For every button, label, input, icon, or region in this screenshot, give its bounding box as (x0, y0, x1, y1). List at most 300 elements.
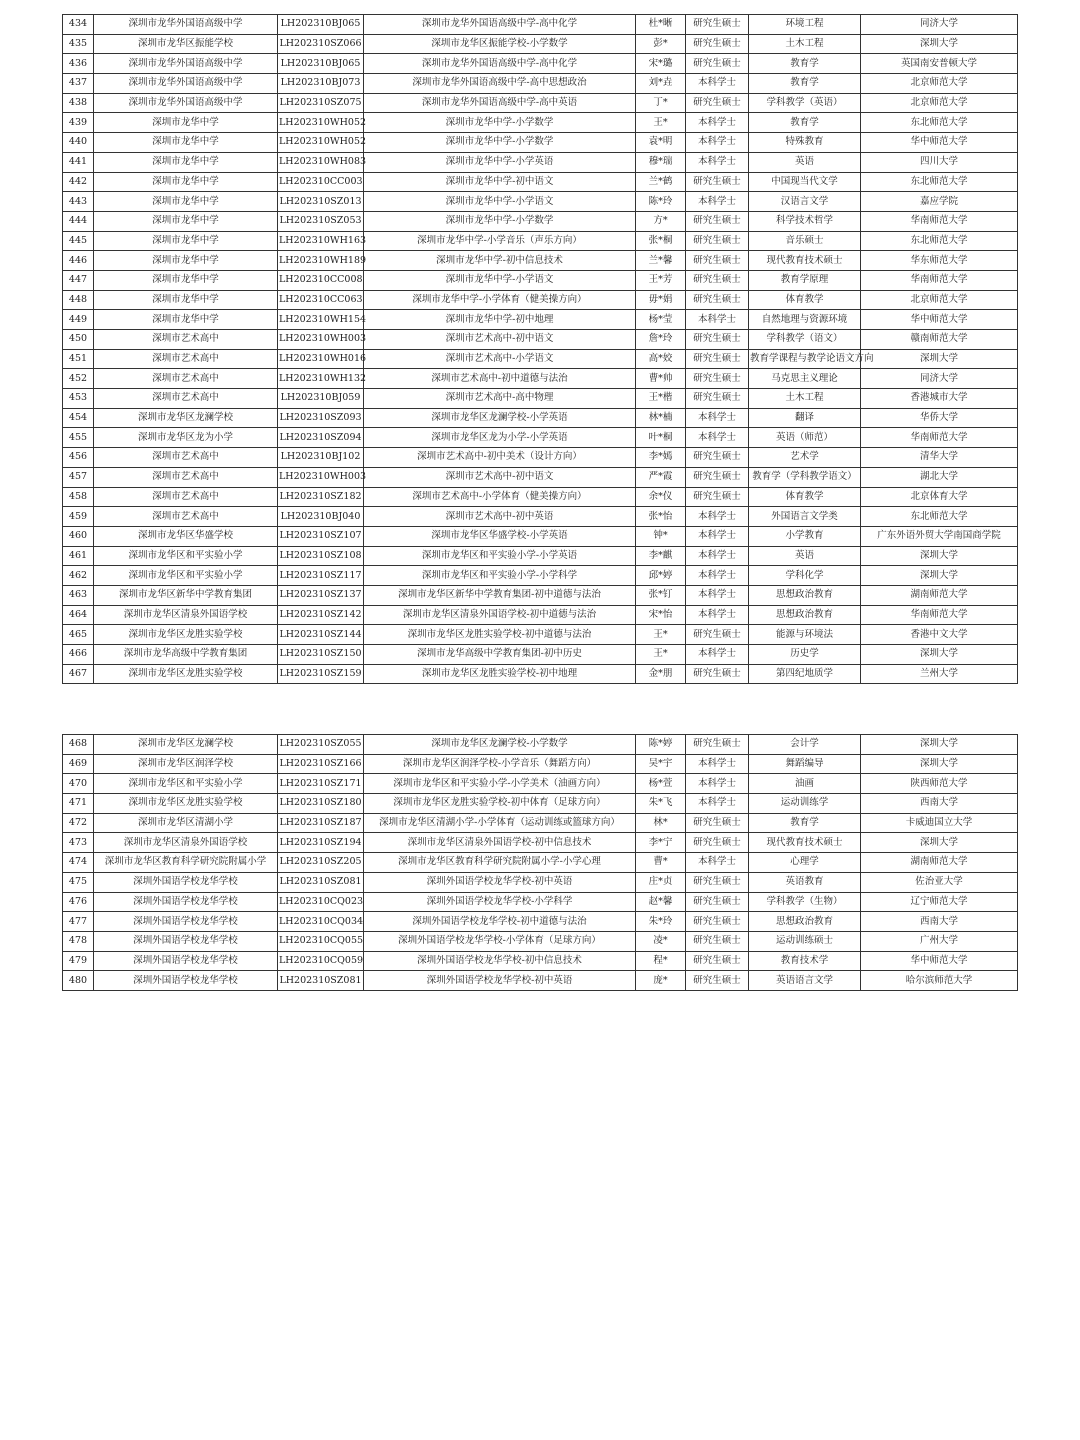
cell-degree: 研究生硕士 (686, 664, 749, 684)
cell-post-code: LH202310WH163 (278, 231, 364, 251)
cell-degree: 研究生硕士 (686, 467, 749, 487)
cell-candidate-name: 吴*宇 (636, 754, 686, 774)
cell-university: 陕西师范大学 (861, 774, 1018, 794)
cell-number: 458 (63, 487, 94, 507)
cell-university: 深圳大学 (861, 34, 1018, 54)
cell-post-name: 深圳市艺术高中-高中物理 (364, 389, 636, 409)
cell-candidate-name: 金*朋 (636, 664, 686, 684)
cell-candidate-name: 杜*晰 (636, 15, 686, 35)
table-row (63, 152, 1018, 172)
table-row (63, 270, 1018, 290)
cell-post-code: LH202310SZ142 (278, 605, 364, 625)
table-row (63, 605, 1018, 625)
cell-university: 华中师范大学 (861, 951, 1018, 971)
cell-post-code: LH202310CQ055 (278, 931, 364, 951)
cell-candidate-name: 叶*桐 (636, 428, 686, 448)
table-row (63, 664, 1018, 684)
cell-degree: 研究生硕士 (686, 15, 749, 35)
cell-post-code: LH202310BJ040 (278, 507, 364, 527)
table-row (63, 507, 1018, 527)
table-row (63, 794, 1018, 814)
cell-post-code: LH202310BJ065 (278, 54, 364, 74)
cell-post-code: LH202310CQ034 (278, 912, 364, 932)
cell-post-name: 深圳市艺术高中-初中语文 (364, 330, 636, 350)
cell-post-name: 深圳外国语学校龙华学校-初中道德与法治 (364, 912, 636, 932)
cell-post-code: LH202310CC003 (278, 172, 364, 192)
cell-post-name: 深圳市龙华区和平实验小学-小学美术（油画方向） (364, 774, 636, 794)
cell-post-name: 深圳市龙华区龙澜学校-小学英语 (364, 408, 636, 428)
table-row (63, 754, 1018, 774)
cell-major: 自然地理与资源环境 (749, 310, 861, 330)
table-row (63, 813, 1018, 833)
cell-number: 454 (63, 408, 94, 428)
cell-degree: 研究生硕士 (686, 54, 749, 74)
cell-major: 教育学 (749, 54, 861, 74)
cell-degree: 研究生硕士 (686, 872, 749, 892)
cell-post-code: LH202310SZ075 (278, 93, 364, 113)
cell-school: 深圳市龙华高级中学教育集团 (94, 645, 278, 665)
table-row (63, 585, 1018, 605)
cell-post-code: LH202310SZ107 (278, 526, 364, 546)
cell-post-code: LH202310SZ171 (278, 774, 364, 794)
cell-major: 音乐硕士 (749, 231, 861, 251)
cell-post-code: LH202310CQ023 (278, 892, 364, 912)
cell-school: 深圳市龙华中学 (94, 192, 278, 212)
table-row (63, 526, 1018, 546)
cell-post-name: 深圳外国语学校龙华学校-初中英语 (364, 872, 636, 892)
cell-major: 第四纪地质学 (749, 664, 861, 684)
cell-major: 环境工程 (749, 15, 861, 35)
cell-post-code: LH202310SZ108 (278, 546, 364, 566)
cell-university: 华中师范大学 (861, 133, 1018, 153)
cell-candidate-name: 彭* (636, 34, 686, 54)
cell-number: 434 (63, 15, 94, 35)
table-row (63, 735, 1018, 755)
table-row (63, 892, 1018, 912)
cell-post-code: LH202310WH052 (278, 113, 364, 133)
cell-post-name: 深圳市龙华外国语高级中学-高中英语 (364, 93, 636, 113)
roster-table-2 (62, 734, 1018, 991)
cell-university: 深圳大学 (861, 566, 1018, 586)
cell-school: 深圳市龙华中学 (94, 152, 278, 172)
cell-post-code: LH202310WH016 (278, 349, 364, 369)
table-row (63, 349, 1018, 369)
cell-candidate-name: 赵*馨 (636, 892, 686, 912)
cell-post-code: LH202310WH189 (278, 251, 364, 271)
cell-school: 深圳市龙华区和平实验小学 (94, 546, 278, 566)
cell-major: 外国语言文学类 (749, 507, 861, 527)
cell-major: 教育学 (749, 74, 861, 94)
cell-major: 教育学 (749, 113, 861, 133)
cell-university: 清华大学 (861, 448, 1018, 468)
cell-number: 476 (63, 892, 94, 912)
cell-school: 深圳市龙华区振能学校 (94, 34, 278, 54)
cell-degree: 研究生硕士 (686, 369, 749, 389)
cell-number: 455 (63, 428, 94, 448)
cell-school: 深圳市龙华区润泽学校 (94, 754, 278, 774)
cell-school: 深圳市龙华外国语高级中学 (94, 74, 278, 94)
cell-number: 469 (63, 754, 94, 774)
cell-post-code: LH202310SZ053 (278, 211, 364, 231)
cell-degree: 研究生硕士 (686, 93, 749, 113)
cell-post-code: LH202310WH003 (278, 467, 364, 487)
cell-university: 广东外语外贸大学南国商学院 (861, 526, 1018, 546)
cell-number: 463 (63, 585, 94, 605)
cell-degree: 本科学士 (686, 408, 749, 428)
table-row (63, 330, 1018, 350)
cell-university: 东北师范大学 (861, 507, 1018, 527)
cell-number: 437 (63, 74, 94, 94)
cell-major: 教育技术学 (749, 951, 861, 971)
cell-number: 439 (63, 113, 94, 133)
cell-candidate-name: 袁*明 (636, 133, 686, 153)
cell-university: 华南师范大学 (861, 270, 1018, 290)
cell-degree: 本科学士 (686, 546, 749, 566)
cell-university: 香港城市大学 (861, 389, 1018, 409)
cell-number: 438 (63, 93, 94, 113)
cell-university: 华南师范大学 (861, 605, 1018, 625)
cell-post-name: 深圳市龙华中学-小学语文 (364, 192, 636, 212)
cell-school: 深圳市艺术高中 (94, 369, 278, 389)
cell-number: 460 (63, 526, 94, 546)
cell-post-name: 深圳市龙华区和平实验小学-小学英语 (364, 546, 636, 566)
cell-school: 深圳市艺术高中 (94, 467, 278, 487)
table-row (63, 467, 1018, 487)
cell-degree: 研究生硕士 (686, 971, 749, 991)
cell-post-name: 深圳市龙华区清泉外国语学校-初中道德与法治 (364, 605, 636, 625)
cell-university: 湖南师范大学 (861, 585, 1018, 605)
cell-university: 深圳大学 (861, 546, 1018, 566)
cell-post-name: 深圳市艺术高中-小学语文 (364, 349, 636, 369)
cell-school: 深圳外国语学校龙华学校 (94, 892, 278, 912)
cell-degree: 研究生硕士 (686, 487, 749, 507)
cell-candidate-name: 李*麒 (636, 546, 686, 566)
cell-university: 北京师范大学 (861, 290, 1018, 310)
cell-post-name: 深圳市龙华区龙胜实验学校-初中地理 (364, 664, 636, 684)
cell-major: 土木工程 (749, 389, 861, 409)
cell-university: 深圳大学 (861, 754, 1018, 774)
cell-candidate-name: 詹*玲 (636, 330, 686, 350)
table-row (63, 853, 1018, 873)
cell-major: 土木工程 (749, 34, 861, 54)
cell-number: 436 (63, 54, 94, 74)
table-row (63, 310, 1018, 330)
cell-post-code: LH202310WH154 (278, 310, 364, 330)
table-row (63, 54, 1018, 74)
cell-post-code: LH202310SZ180 (278, 794, 364, 814)
cell-candidate-name: 朱*玲 (636, 912, 686, 932)
table-row (63, 833, 1018, 853)
cell-major: 体育教学 (749, 290, 861, 310)
cell-school: 深圳市龙华中学 (94, 172, 278, 192)
cell-post-code: LH202310BJ059 (278, 389, 364, 409)
cell-candidate-name: 毋*娟 (636, 290, 686, 310)
cell-post-name: 深圳市艺术高中-初中美术（设计方向） (364, 448, 636, 468)
cell-post-name: 深圳外国语学校龙华学校-初中信息技术 (364, 951, 636, 971)
cell-candidate-name: 王*楷 (636, 389, 686, 409)
cell-degree: 研究生硕士 (686, 172, 749, 192)
cell-school: 深圳市龙华区教育科学研究院附属小学 (94, 853, 278, 873)
cell-degree: 本科学士 (686, 754, 749, 774)
cell-candidate-name: 钟* (636, 526, 686, 546)
cell-major: 翻译 (749, 408, 861, 428)
cell-degree: 研究生硕士 (686, 833, 749, 853)
cell-number: 440 (63, 133, 94, 153)
cell-major: 科学技术哲学 (749, 211, 861, 231)
cell-number: 457 (63, 467, 94, 487)
table-row (63, 251, 1018, 271)
cell-university: 佐治亚大学 (861, 872, 1018, 892)
cell-post-name: 深圳外国语学校龙华学校-小学体育（足球方向） (364, 931, 636, 951)
cell-major: 中国现当代文学 (749, 172, 861, 192)
cell-post-code: LH202310SZ066 (278, 34, 364, 54)
cell-post-name: 深圳市艺术高中-初中英语 (364, 507, 636, 527)
cell-university: 兰州大学 (861, 664, 1018, 684)
table-row (63, 34, 1018, 54)
cell-school: 深圳市龙华中学 (94, 113, 278, 133)
cell-major: 英语语言文学 (749, 971, 861, 991)
cell-candidate-name: 宋*璐 (636, 54, 686, 74)
cell-candidate-name: 王* (636, 113, 686, 133)
cell-number: 468 (63, 735, 94, 755)
table-row (63, 872, 1018, 892)
cell-university: 华南师范大学 (861, 211, 1018, 231)
cell-number: 461 (63, 546, 94, 566)
cell-post-name: 深圳市龙华中学-小学语文 (364, 270, 636, 290)
cell-candidate-name: 高*姣 (636, 349, 686, 369)
cell-candidate-name: 余*仪 (636, 487, 686, 507)
table-row (63, 211, 1018, 231)
cell-candidate-name: 刘*垚 (636, 74, 686, 94)
cell-candidate-name: 曹*帅 (636, 369, 686, 389)
cell-university: 辽宁师范大学 (861, 892, 1018, 912)
cell-university: 同济大学 (861, 15, 1018, 35)
cell-candidate-name: 陈*婷 (636, 735, 686, 755)
table-row (63, 625, 1018, 645)
cell-post-code: LH202310SZ055 (278, 735, 364, 755)
cell-number: 447 (63, 270, 94, 290)
cell-major: 学科教学（语文） (749, 330, 861, 350)
cell-university: 华中师范大学 (861, 310, 1018, 330)
cell-major: 现代教育技术硕士 (749, 833, 861, 853)
cell-number: 473 (63, 833, 94, 853)
cell-major: 舞蹈编导 (749, 754, 861, 774)
cell-school: 深圳市艺术高中 (94, 349, 278, 369)
table-row (63, 74, 1018, 94)
cell-number: 462 (63, 566, 94, 586)
cell-candidate-name: 王* (636, 645, 686, 665)
cell-major: 小学教育 (749, 526, 861, 546)
cell-major: 运动训练学 (749, 794, 861, 814)
cell-school: 深圳市龙华区清湖小学 (94, 813, 278, 833)
cell-university: 卡威迪国立大学 (861, 813, 1018, 833)
cell-school: 深圳市龙华区华盛学校 (94, 526, 278, 546)
cell-university: 湖北大学 (861, 467, 1018, 487)
cell-post-name: 深圳市龙华区和平实验小学-小学科学 (364, 566, 636, 586)
cell-school: 深圳市艺术高中 (94, 330, 278, 350)
cell-candidate-name: 兰*鹤 (636, 172, 686, 192)
cell-candidate-name: 张*桐 (636, 231, 686, 251)
cell-post-name: 深圳市龙华区清湖小学-小学体育（运动训练或篮球方向） (364, 813, 636, 833)
table-row (63, 971, 1018, 991)
table-row (63, 448, 1018, 468)
cell-candidate-name: 严*霞 (636, 467, 686, 487)
cell-candidate-name: 杨*莹 (636, 310, 686, 330)
cell-number: 443 (63, 192, 94, 212)
cell-major: 现代教育技术硕士 (749, 251, 861, 271)
cell-university: 香港中文大学 (861, 625, 1018, 645)
cell-post-code: LH202310CC063 (278, 290, 364, 310)
cell-school: 深圳市龙华外国语高级中学 (94, 54, 278, 74)
cell-degree: 研究生硕士 (686, 931, 749, 951)
cell-number: 480 (63, 971, 94, 991)
cell-number: 451 (63, 349, 94, 369)
cell-candidate-name: 李*宁 (636, 833, 686, 853)
cell-candidate-name: 凌* (636, 931, 686, 951)
cell-university: 东北师范大学 (861, 113, 1018, 133)
cell-school: 深圳市龙华区清泉外国语学校 (94, 605, 278, 625)
cell-degree: 本科学士 (686, 152, 749, 172)
cell-major: 思想政治教育 (749, 912, 861, 932)
cell-degree: 研究生硕士 (686, 389, 749, 409)
cell-candidate-name: 庄*贞 (636, 872, 686, 892)
cell-school: 深圳市艺术高中 (94, 487, 278, 507)
table-row (63, 231, 1018, 251)
cell-post-name: 深圳市艺术高中-初中语文 (364, 467, 636, 487)
cell-number: 471 (63, 794, 94, 814)
cell-post-code: LH202310SZ081 (278, 971, 364, 991)
cell-university: 北京体育大学 (861, 487, 1018, 507)
cell-school: 深圳市龙华区和平实验小学 (94, 566, 278, 586)
cell-number: 442 (63, 172, 94, 192)
cell-degree: 本科学士 (686, 774, 749, 794)
cell-school: 深圳市龙华中学 (94, 310, 278, 330)
table-row (63, 113, 1018, 133)
cell-university: 嘉应学院 (861, 192, 1018, 212)
cell-school: 深圳外国语学校龙华学校 (94, 971, 278, 991)
table-row (63, 912, 1018, 932)
cell-school: 深圳市龙华中学 (94, 211, 278, 231)
cell-post-name: 深圳市龙华外国语高级中学-高中思想政治 (364, 74, 636, 94)
roster-table-1 (62, 14, 1018, 684)
cell-number: 479 (63, 951, 94, 971)
cell-degree: 本科学士 (686, 310, 749, 330)
cell-number: 466 (63, 645, 94, 665)
cell-university: 深圳大学 (861, 349, 1018, 369)
cell-school: 深圳市艺术高中 (94, 389, 278, 409)
cell-post-code: LH202310WH132 (278, 369, 364, 389)
cell-post-name: 深圳市龙华中学-小学数学 (364, 133, 636, 153)
cell-degree: 研究生硕士 (686, 231, 749, 251)
cell-candidate-name: 程* (636, 951, 686, 971)
cell-major: 教育学课程与教学论语文方向 (749, 349, 861, 369)
cell-major: 运动训练硕士 (749, 931, 861, 951)
cell-university: 同济大学 (861, 369, 1018, 389)
cell-degree: 本科学士 (686, 507, 749, 527)
cell-candidate-name: 兰*馨 (636, 251, 686, 271)
cell-school: 深圳市龙华区龙胜实验学校 (94, 625, 278, 645)
cell-major: 历史学 (749, 645, 861, 665)
cell-post-code: LH202310SZ081 (278, 872, 364, 892)
cell-post-name: 深圳市龙华区龙澜学校-小学数学 (364, 735, 636, 755)
cell-candidate-name: 王*芳 (636, 270, 686, 290)
cell-school: 深圳市龙华外国语高级中学 (94, 93, 278, 113)
cell-number: 446 (63, 251, 94, 271)
cell-candidate-name: 陈*玲 (636, 192, 686, 212)
cell-major: 油画 (749, 774, 861, 794)
cell-number: 453 (63, 389, 94, 409)
cell-candidate-name: 宋*怡 (636, 605, 686, 625)
cell-degree: 本科学士 (686, 645, 749, 665)
cell-major: 教育学原理 (749, 270, 861, 290)
cell-post-code: LH202310SZ094 (278, 428, 364, 448)
cell-number: 470 (63, 774, 94, 794)
cell-post-name: 深圳市龙华区新华中学教育集团-初中道德与法治 (364, 585, 636, 605)
cell-degree: 本科学士 (686, 74, 749, 94)
cell-degree: 研究生硕士 (686, 34, 749, 54)
cell-university: 华东师范大学 (861, 251, 1018, 271)
cell-school: 深圳市龙华中学 (94, 251, 278, 271)
cell-post-name: 深圳市龙华区龙为小学-小学英语 (364, 428, 636, 448)
cell-university: 深圳大学 (861, 735, 1018, 755)
cell-degree: 研究生硕士 (686, 448, 749, 468)
cell-university: 北京师范大学 (861, 74, 1018, 94)
cell-post-name: 深圳市龙华外国语高级中学-高中化学 (364, 15, 636, 35)
cell-post-name: 深圳市龙华区清泉外国语学校-初中信息技术 (364, 833, 636, 853)
cell-post-name: 深圳市龙华中学-小学数学 (364, 113, 636, 133)
cell-candidate-name: 方* (636, 211, 686, 231)
cell-school: 深圳市龙华区龙澜学校 (94, 735, 278, 755)
cell-school: 深圳市龙华区龙澜学校 (94, 408, 278, 428)
cell-post-code: LH202310SZ093 (278, 408, 364, 428)
cell-candidate-name: 杨*萱 (636, 774, 686, 794)
cell-number: 452 (63, 369, 94, 389)
table-row (63, 566, 1018, 586)
cell-number: 444 (63, 211, 94, 231)
cell-number: 445 (63, 231, 94, 251)
cell-post-code: LH202310BJ065 (278, 15, 364, 35)
cell-degree: 研究生硕士 (686, 912, 749, 932)
cell-number: 449 (63, 310, 94, 330)
cell-university: 英国南安普顿大学 (861, 54, 1018, 74)
cell-candidate-name: 林* (636, 813, 686, 833)
cell-major: 学科教学（英语） (749, 93, 861, 113)
cell-post-code: LH202310SZ187 (278, 813, 364, 833)
table-row (63, 428, 1018, 448)
cell-post-name: 深圳市龙华中学-初中信息技术 (364, 251, 636, 271)
cell-candidate-name: 王* (636, 625, 686, 645)
cell-major: 艺术学 (749, 448, 861, 468)
cell-post-name: 深圳市龙华中学-小学数学 (364, 211, 636, 231)
cell-post-name: 深圳市龙华中学-小学体育（健美操方向） (364, 290, 636, 310)
cell-university: 华南师范大学 (861, 428, 1018, 448)
cell-major: 教育学 (749, 813, 861, 833)
table-row (63, 408, 1018, 428)
table-row (63, 133, 1018, 153)
cell-school: 深圳市龙华区清泉外国语学校 (94, 833, 278, 853)
cell-school: 深圳外国语学校龙华学校 (94, 931, 278, 951)
cell-number: 465 (63, 625, 94, 645)
cell-number: 467 (63, 664, 94, 684)
cell-post-name: 深圳市艺术高中-初中道德与法治 (364, 369, 636, 389)
cell-school: 深圳市龙华区龙为小学 (94, 428, 278, 448)
cell-post-code: LH202310SZ117 (278, 566, 364, 586)
cell-degree: 研究生硕士 (686, 951, 749, 971)
cell-post-code: LH202310SZ159 (278, 664, 364, 684)
cell-school: 深圳外国语学校龙华学校 (94, 951, 278, 971)
cell-post-code: LH202310SZ182 (278, 487, 364, 507)
cell-degree: 研究生硕士 (686, 270, 749, 290)
